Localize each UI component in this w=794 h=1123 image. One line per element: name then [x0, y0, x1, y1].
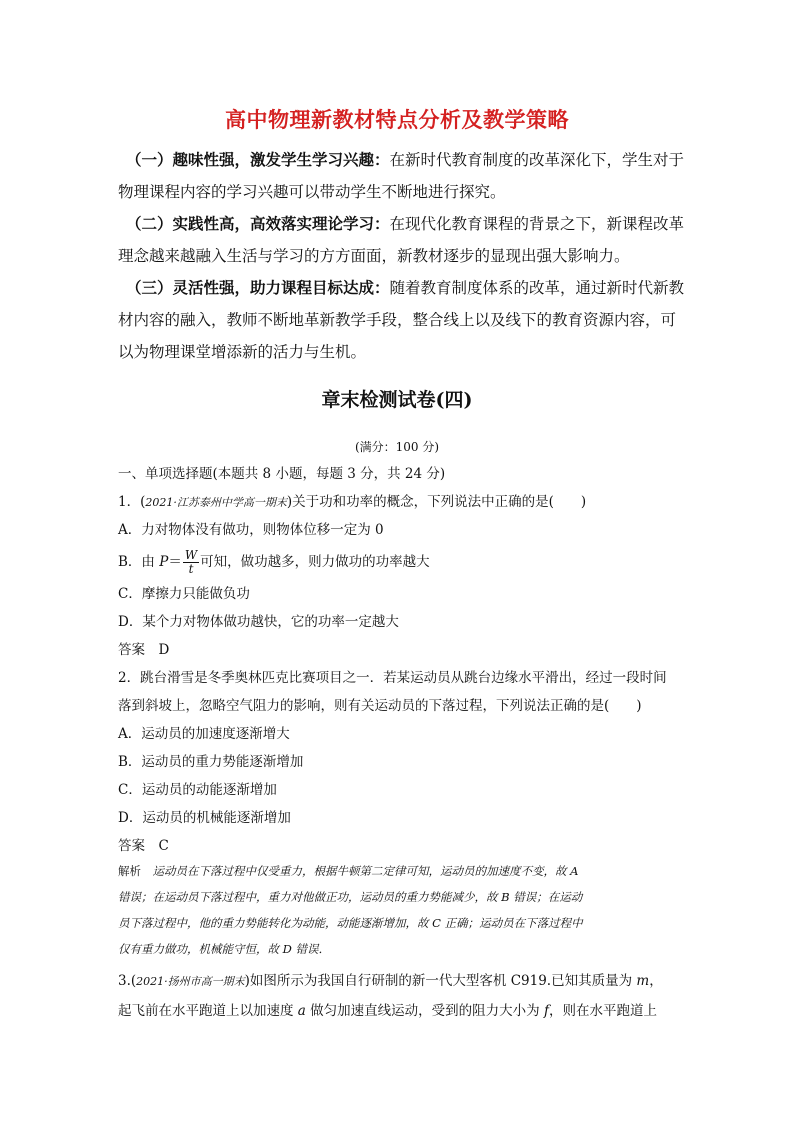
q2-option-b: B．运动员的重力势能逐渐增加	[118, 754, 304, 770]
q1-prefix: 1．(	[118, 494, 146, 510]
q3-force-symbol: f	[543, 1003, 549, 1019]
q1-b-denominator: t	[188, 562, 194, 576]
q3-line2-b: 做匀加速直线运动，受到的阻力大小为	[305, 1003, 544, 1019]
q1-b-prefix: B．由	[118, 554, 160, 570]
score-note: (满分：100 分)	[354, 440, 440, 454]
feature-3-text: 随着教育制度体系的改革，通过新时代新教材内容的融入，教师不断地革新教学手段，整合线上以及线下的教育资源内容，可以为物理课堂增添新的活力与生机。	[118, 279, 685, 361]
question-3	[118, 966, 688, 1026]
q2-stem-line1: 2．跳台滑雪是冬季奥林匹克比赛项目之一．若某运动员从跳台边缘水平滑出，经过一段时间	[118, 670, 667, 686]
q2-option-a: A．运动员的加速度逐渐增大	[118, 726, 290, 742]
q1-stem	[118, 488, 688, 516]
q3-line1-text: )如图所示为我国自行研制的新一代大型客机 C919.已知其质量为	[244, 973, 637, 989]
q1-b-power: P	[159, 554, 169, 570]
q3-accel-symbol: a	[297, 1003, 306, 1019]
q2-answer: 答案 C	[118, 838, 169, 854]
q3-mass-symbol: m	[636, 973, 650, 989]
feature-2	[118, 208, 686, 272]
q2-analysis-label: 解析	[118, 864, 141, 878]
doc-title: 高中物理新教材特点分析及教学策略	[225, 108, 569, 132]
q2-analysis-line4: 仅有重力做功，机械能守恒，故 D 错误．	[118, 942, 331, 956]
q1-option-d: D．某个力对物体做功越快，它的功率一定越大	[118, 614, 399, 630]
q1-source: 2021·江苏泰州中学高一期末	[145, 496, 287, 509]
q2-option-c: C．运动员的动能逐渐增加	[118, 782, 277, 798]
q3-line1-end: ，	[649, 973, 663, 989]
q3-source: 2021·扬州市高一期末	[136, 975, 245, 988]
question-block-1	[118, 460, 688, 860]
q2-analysis	[118, 858, 686, 962]
q1-suffix: )关于功和功率的概念，下列说法中正确的是( )	[286, 494, 587, 510]
feature-3	[118, 272, 686, 368]
feature-2-text: 在现代化教育课程的背景之下，新课程改革理念越来越融入生活与学习的方方面面，新教材逐步的显现出强大影响力。	[118, 215, 685, 265]
q2-analysis-text1: 运动员在下落过程中仅受重力，根据牛顿第二定律可知，运动员的加速度不变，故 A	[141, 864, 579, 878]
q3-prefix: 3.(	[118, 973, 137, 989]
q3-line2-c: ，则在水平跑道上	[548, 1003, 657, 1019]
section-heading: 一、单项选择题(本题共 8 小题，每题 3 分，共 24 分)	[118, 466, 446, 482]
q1-b-fraction	[183, 549, 199, 576]
q2-analysis-line2: 错误；在运动员下落过程中，重力对他做正功，运动员的重力势能减少，故 B 错误；在运动	[118, 890, 583, 904]
feature-1-text: 在新时代教育制度的改革深化下，学生对于物理课程内容的学习兴趣可以带动学生不断地进行探究。	[118, 151, 685, 201]
exam-title: 章末检测试卷(四)	[321, 389, 473, 411]
q3-line1	[118, 966, 688, 996]
q1-option-b	[118, 544, 688, 580]
feature-1-heading: （一）趣味性强，激发学生学习兴趣：	[126, 150, 390, 169]
q2-analysis-line1	[118, 858, 686, 884]
q3-line2-a: 起飞前在水平跑道上以加速度	[118, 1003, 298, 1019]
q2-stem-line2: 落到斜坡上，忽略空气阻力的影响，则有关运动员的下落过程，下列说法正确的是( )	[118, 698, 642, 714]
q2-analysis-line3: 员下落过程中，他的重力势能转化为动能，动能逐渐增加，故 C 正确；运动员在下落过程中	[118, 916, 583, 930]
q1-option-c: C．摩擦力只能做负功	[118, 586, 250, 602]
feature-2-heading: （二）实践性高，高效落实理论学习：	[126, 214, 390, 233]
q1-answer: 答案 D	[118, 642, 170, 658]
q1-option-a: A．力对物体没有做功，则物体位移一定为 0	[118, 522, 384, 538]
feature-3-heading: （三）灵活性强，助力课程目标达成：	[126, 278, 390, 297]
feature-1	[118, 144, 686, 208]
q2-option-d: D．运动员的机械能逐渐增加	[118, 810, 291, 826]
q3-line2	[118, 996, 688, 1026]
q1-b-eq: ＝	[168, 554, 182, 570]
q1-b-suffix: 可知，做功越多，则力做功的功率越大	[200, 554, 430, 570]
q1-b-numerator: W	[184, 548, 198, 562]
